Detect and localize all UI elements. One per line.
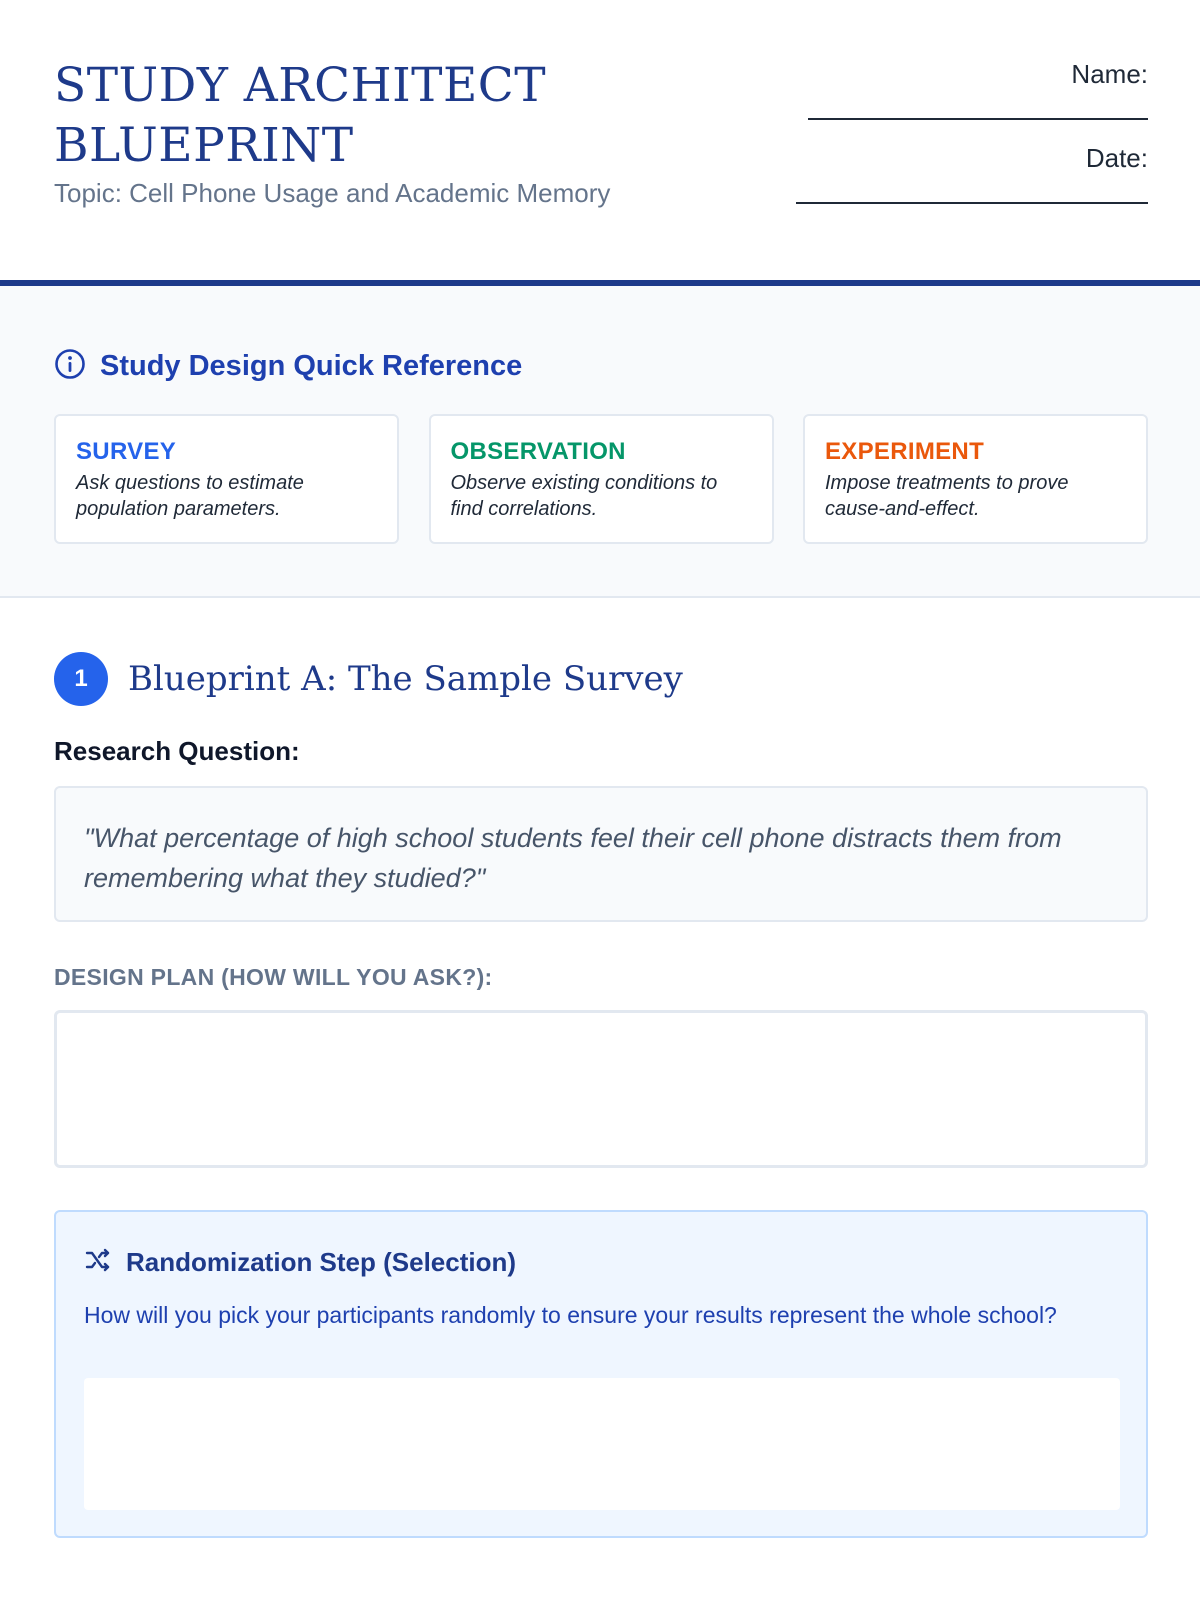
observation-card-title: OBSERVATION xyxy=(450,438,626,465)
randomization-heading xyxy=(84,1244,516,1280)
experiment-card-description: Impose treatments to prove cause-and-effect. xyxy=(825,472,1069,520)
quick-reference-title: Study Design Quick Reference xyxy=(100,349,523,382)
quick-reference-section xyxy=(0,286,1200,598)
date-label: Date: xyxy=(1085,143,1148,173)
shuffle-icon xyxy=(84,1246,112,1279)
observation-card xyxy=(429,414,774,544)
experiment-card-title: EXPERIMENT xyxy=(825,438,985,465)
randomization-answer-input[interactable] xyxy=(84,1378,1120,1510)
design-plan-input[interactable] xyxy=(54,1010,1148,1168)
blueprint-title: Blueprint A: The Sample Survey xyxy=(128,659,683,699)
worksheet-header xyxy=(0,0,1200,286)
survey-card-title: SURVEY xyxy=(76,438,177,465)
experiment-card xyxy=(803,414,1148,544)
name-date-block xyxy=(768,58,1148,204)
randomization-panel xyxy=(54,1210,1148,1538)
blueprint-heading xyxy=(54,652,683,706)
topic-subtitle: Topic: Cell Phone Usage and Academic Memory xyxy=(54,178,611,208)
survey-card-description: Ask questions to estimate population parameters. xyxy=(76,472,304,520)
research-question-label: Research Question: xyxy=(54,736,300,766)
randomization-title: Randomization Step (Selection) xyxy=(126,1246,517,1277)
survey-card xyxy=(54,414,399,544)
date-field-line[interactable] xyxy=(796,174,1148,204)
name-label: Name: xyxy=(1071,59,1148,89)
design-plan-label: DESIGN PLAN (HOW WILL YOU ASK?): xyxy=(54,964,493,990)
observation-card-description: Observe existing conditions to find correlations. xyxy=(450,472,718,520)
randomization-prompt: How will you pick your participants randomly to ensure your results represent the whole school? xyxy=(84,1302,1057,1328)
research-question-box: "What percentage of high school students feel their cell phone distracts them from remembering what they studied?" xyxy=(54,786,1148,922)
step-number-badge: 1 xyxy=(54,652,108,706)
name-field-line[interactable] xyxy=(808,90,1148,120)
info-icon xyxy=(54,348,86,385)
page-title: STUDY ARCHITECT BLUEPRINT xyxy=(54,58,547,173)
study-type-cards xyxy=(54,414,1148,544)
quick-reference-heading xyxy=(54,346,522,386)
